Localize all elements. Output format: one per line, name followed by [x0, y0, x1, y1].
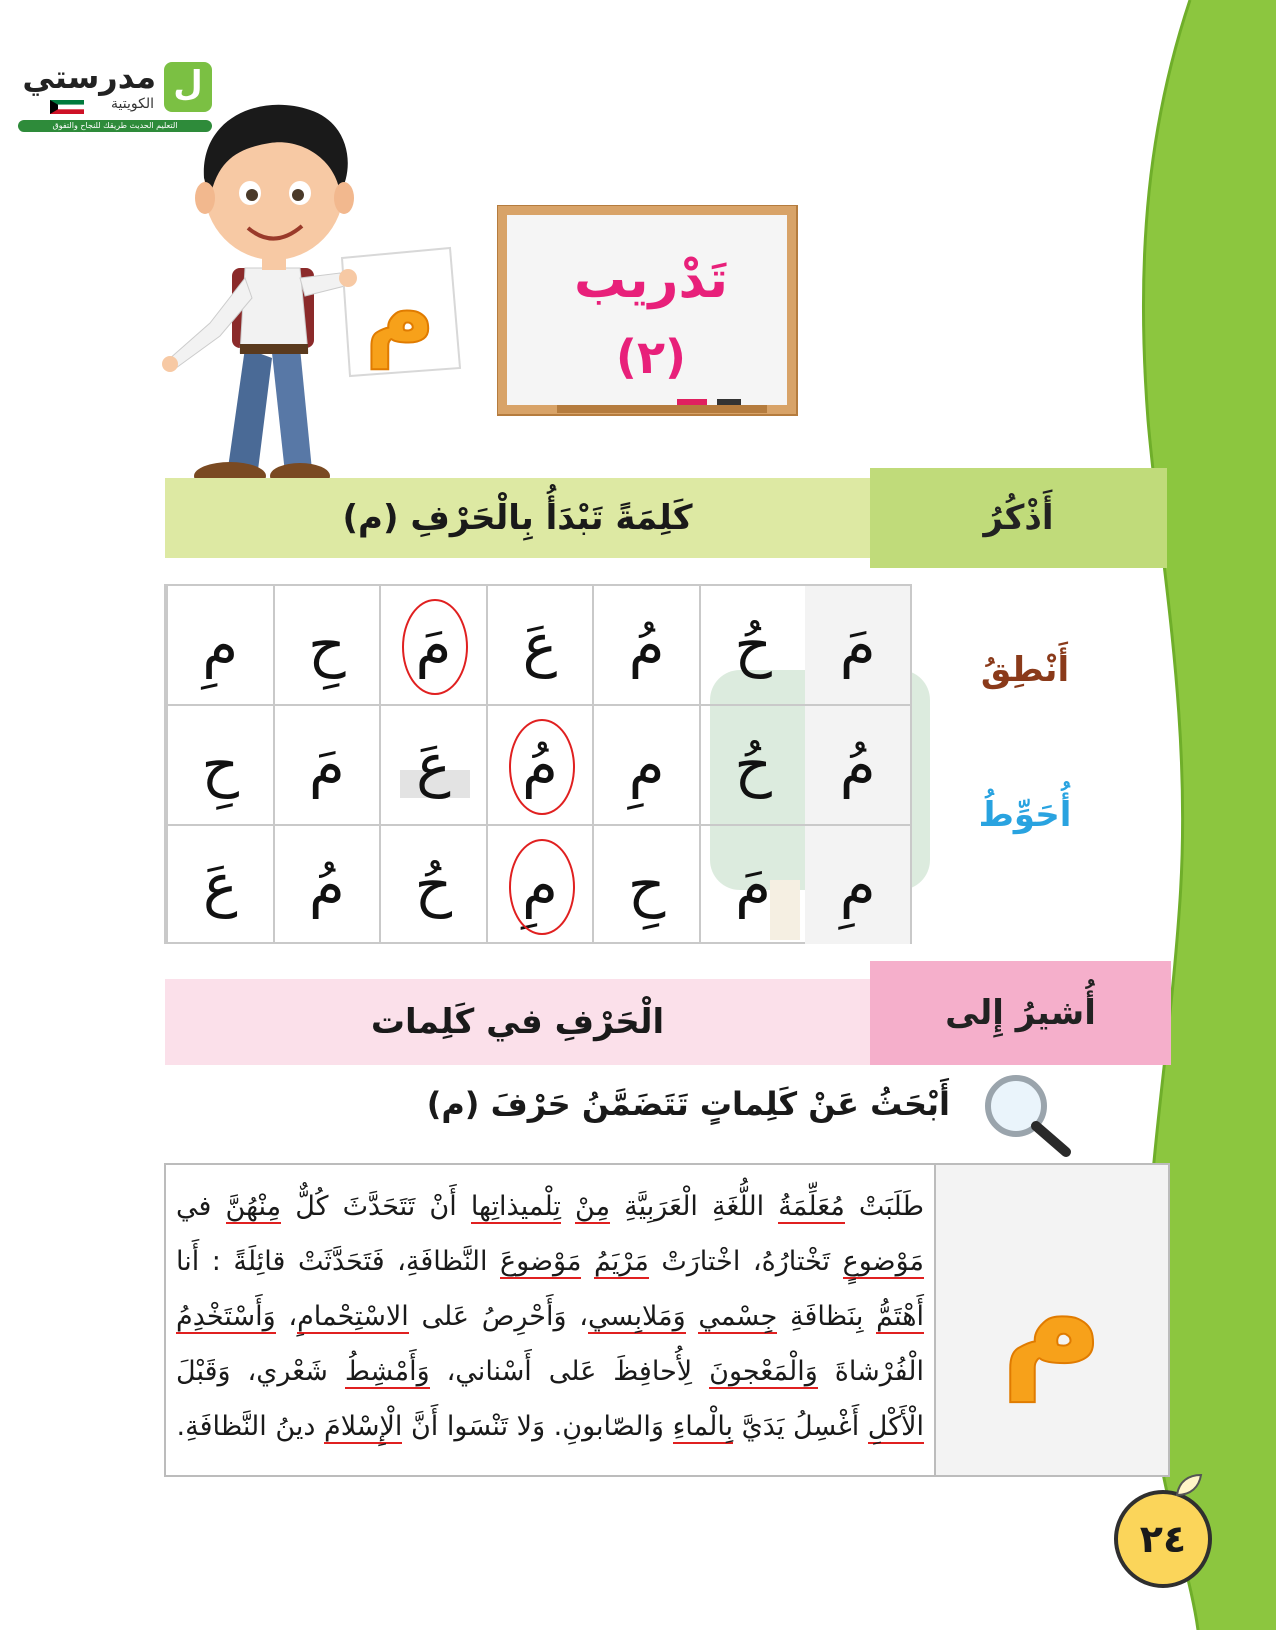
- story-marked-word: الْإِسْلامَ: [324, 1411, 403, 1442]
- grid-row: [166, 706, 910, 826]
- leaf-icon: [1175, 1473, 1203, 1497]
- letter-grid: [164, 584, 912, 944]
- search-instruction: أَبْحَثُ عَنْ كَلِماتٍ تَتَضَمَّنُ حَرْفَ (م): [426, 1085, 950, 1123]
- story-text-segment: [581, 1246, 594, 1277]
- story-marked-word: مَرْيَمُ: [593, 1246, 649, 1277]
- section-remember-instruction: كَلِمَةً تَبْدَأُ بِالْحَرْفِ (م): [165, 478, 870, 558]
- story-text-segment: وَالصّابونِ. وَلا تَنْسَوا أَنَّ: [402, 1411, 673, 1442]
- story-text-segment: اللُّغَةِ الْعَرَبِيَّةِ: [610, 1191, 779, 1222]
- story-text-segment: [561, 1191, 575, 1222]
- story-paragraph: [176, 1179, 924, 1454]
- school-logo: [14, 58, 210, 136]
- magnifier-icon: [976, 1070, 1076, 1160]
- grid-cell: مِ: [166, 586, 273, 704]
- grid-cell: حُ: [699, 706, 806, 824]
- grid-cell: مَ: [273, 706, 380, 824]
- grid-cell-circled: مِ: [486, 826, 593, 944]
- section-remember-tag: أَذْكُرُ: [870, 468, 1167, 568]
- story-text-segment: تَخْتارُهُ، اخْتارَتْ: [648, 1246, 843, 1277]
- grid-row: [166, 826, 910, 944]
- kuwait-flag-icon: [50, 100, 84, 114]
- story-text-segment: الْفُرْشاةَ: [817, 1356, 925, 1387]
- story-letter-column: [934, 1165, 1168, 1475]
- side-label-pronounce: أَنْطِقُ: [980, 650, 1070, 690]
- story-text-segment: ،: [275, 1301, 298, 1332]
- side-label-circle: أُحَوِّطُ: [978, 795, 1072, 835]
- story-text-segment: أَنْ تَتَحَدَّثَ كُلٌّ: [281, 1191, 471, 1222]
- grid-cell: مُ: [592, 586, 699, 704]
- section-point-tag: أُشيرُ إِلى: [870, 961, 1171, 1065]
- story-marked-word: وَمَلابِسي: [587, 1301, 686, 1332]
- exercise-title: تَدْريب: [573, 250, 729, 310]
- logo-brand-name: مدرستي: [22, 58, 156, 96]
- grid-cell: حِ: [166, 706, 273, 824]
- grid-cell-circled: مَ: [379, 586, 486, 704]
- grid-cell: حُ: [379, 826, 486, 944]
- grid-cell: عَ: [486, 586, 593, 704]
- story-marked-word: الْأَكْلِ: [867, 1411, 924, 1442]
- logo-subtitle: الكويتية: [111, 96, 154, 112]
- section-point-instruction: الْحَرْفِ في كَلِمات: [165, 979, 870, 1065]
- story-marked-word: مِنْ: [575, 1191, 611, 1222]
- story-text-segment: في: [176, 1191, 226, 1222]
- story-marked-word: بِالْماءِ: [672, 1411, 734, 1442]
- story-marked-word: وَأَسْتَخْدِمُ: [176, 1301, 276, 1332]
- story-marked-word: جِسْمي: [698, 1301, 778, 1332]
- grid-cell: عَ: [166, 826, 273, 944]
- story-text-segment: النَّظافَةِ، فَتَحَدَّثَتْ قائِلَةً : أَنا: [176, 1246, 501, 1277]
- whiteboard: [497, 205, 805, 427]
- grid-cell: عَ: [379, 706, 486, 824]
- story-marked-word: مُعَلِّمَةُ: [778, 1191, 845, 1222]
- grid-cell: مَ: [805, 586, 910, 704]
- grid-row: [166, 586, 910, 706]
- grid-cell: حِ: [592, 826, 699, 944]
- grid-cell: مِ: [592, 706, 699, 824]
- story-text-segment: شَعْري، وَقَبْلَ: [176, 1356, 345, 1387]
- section-point-bar: [165, 961, 1171, 1065]
- page-number: ٢٤: [1114, 1490, 1212, 1588]
- grid-cell: مُ: [273, 826, 380, 944]
- story-marked-word: وَالْمَعْجونَ: [709, 1356, 818, 1387]
- story-text-segment: ، وَأَحْرِصُ عَلى: [408, 1301, 588, 1332]
- story-marked-word: الاسْتِحْمامِ: [297, 1301, 409, 1332]
- story-text-segment: طَلَبَتْ: [844, 1191, 924, 1222]
- logo-tagline: التعليم الحديث طريقك للنجاح والتفوق: [18, 120, 212, 132]
- grid-cell: مَ: [699, 826, 806, 944]
- story-marked-word: وَأَمْشِطُ: [344, 1356, 430, 1387]
- story-marked-word: مَوْضوعٍ: [842, 1246, 924, 1277]
- story-marked-word: مَوْضوعَ: [500, 1246, 582, 1277]
- story-marked-word: تِلْميذاتِها: [470, 1191, 561, 1222]
- story-box: [164, 1163, 1170, 1477]
- grid-cell: حِ: [273, 586, 380, 704]
- grid-cell: مُ: [805, 706, 910, 824]
- story-text-segment: بِنَظافَةِ: [777, 1301, 877, 1332]
- exercise-number: (٢): [615, 330, 687, 384]
- grid-cell: مِ: [805, 826, 910, 944]
- held-letter: م: [364, 257, 436, 369]
- story-letter: م: [1000, 1238, 1104, 1402]
- story-marked-word: مِنْهُنَّ: [225, 1191, 282, 1222]
- story-text-segment: أَغْسِلُ يَدَيَّ: [733, 1411, 868, 1442]
- boy-holding-letter-illustration: [150, 98, 490, 508]
- grid-cell: حُ: [699, 586, 806, 704]
- story-text-segment: دينُ النَّظافَةِ.: [176, 1411, 325, 1442]
- section-remember-bar: [165, 468, 1167, 568]
- story-text-segment: [686, 1301, 699, 1332]
- story-text-segment: لِأُحافِظَ عَلى أَسْناني،: [429, 1356, 710, 1387]
- logo-badge-glyph: ل: [173, 64, 203, 104]
- logo-badge: [164, 62, 212, 112]
- story-marked-word: أَهْتَمُّ: [876, 1301, 924, 1332]
- grid-cell-circled: مُ: [486, 706, 593, 824]
